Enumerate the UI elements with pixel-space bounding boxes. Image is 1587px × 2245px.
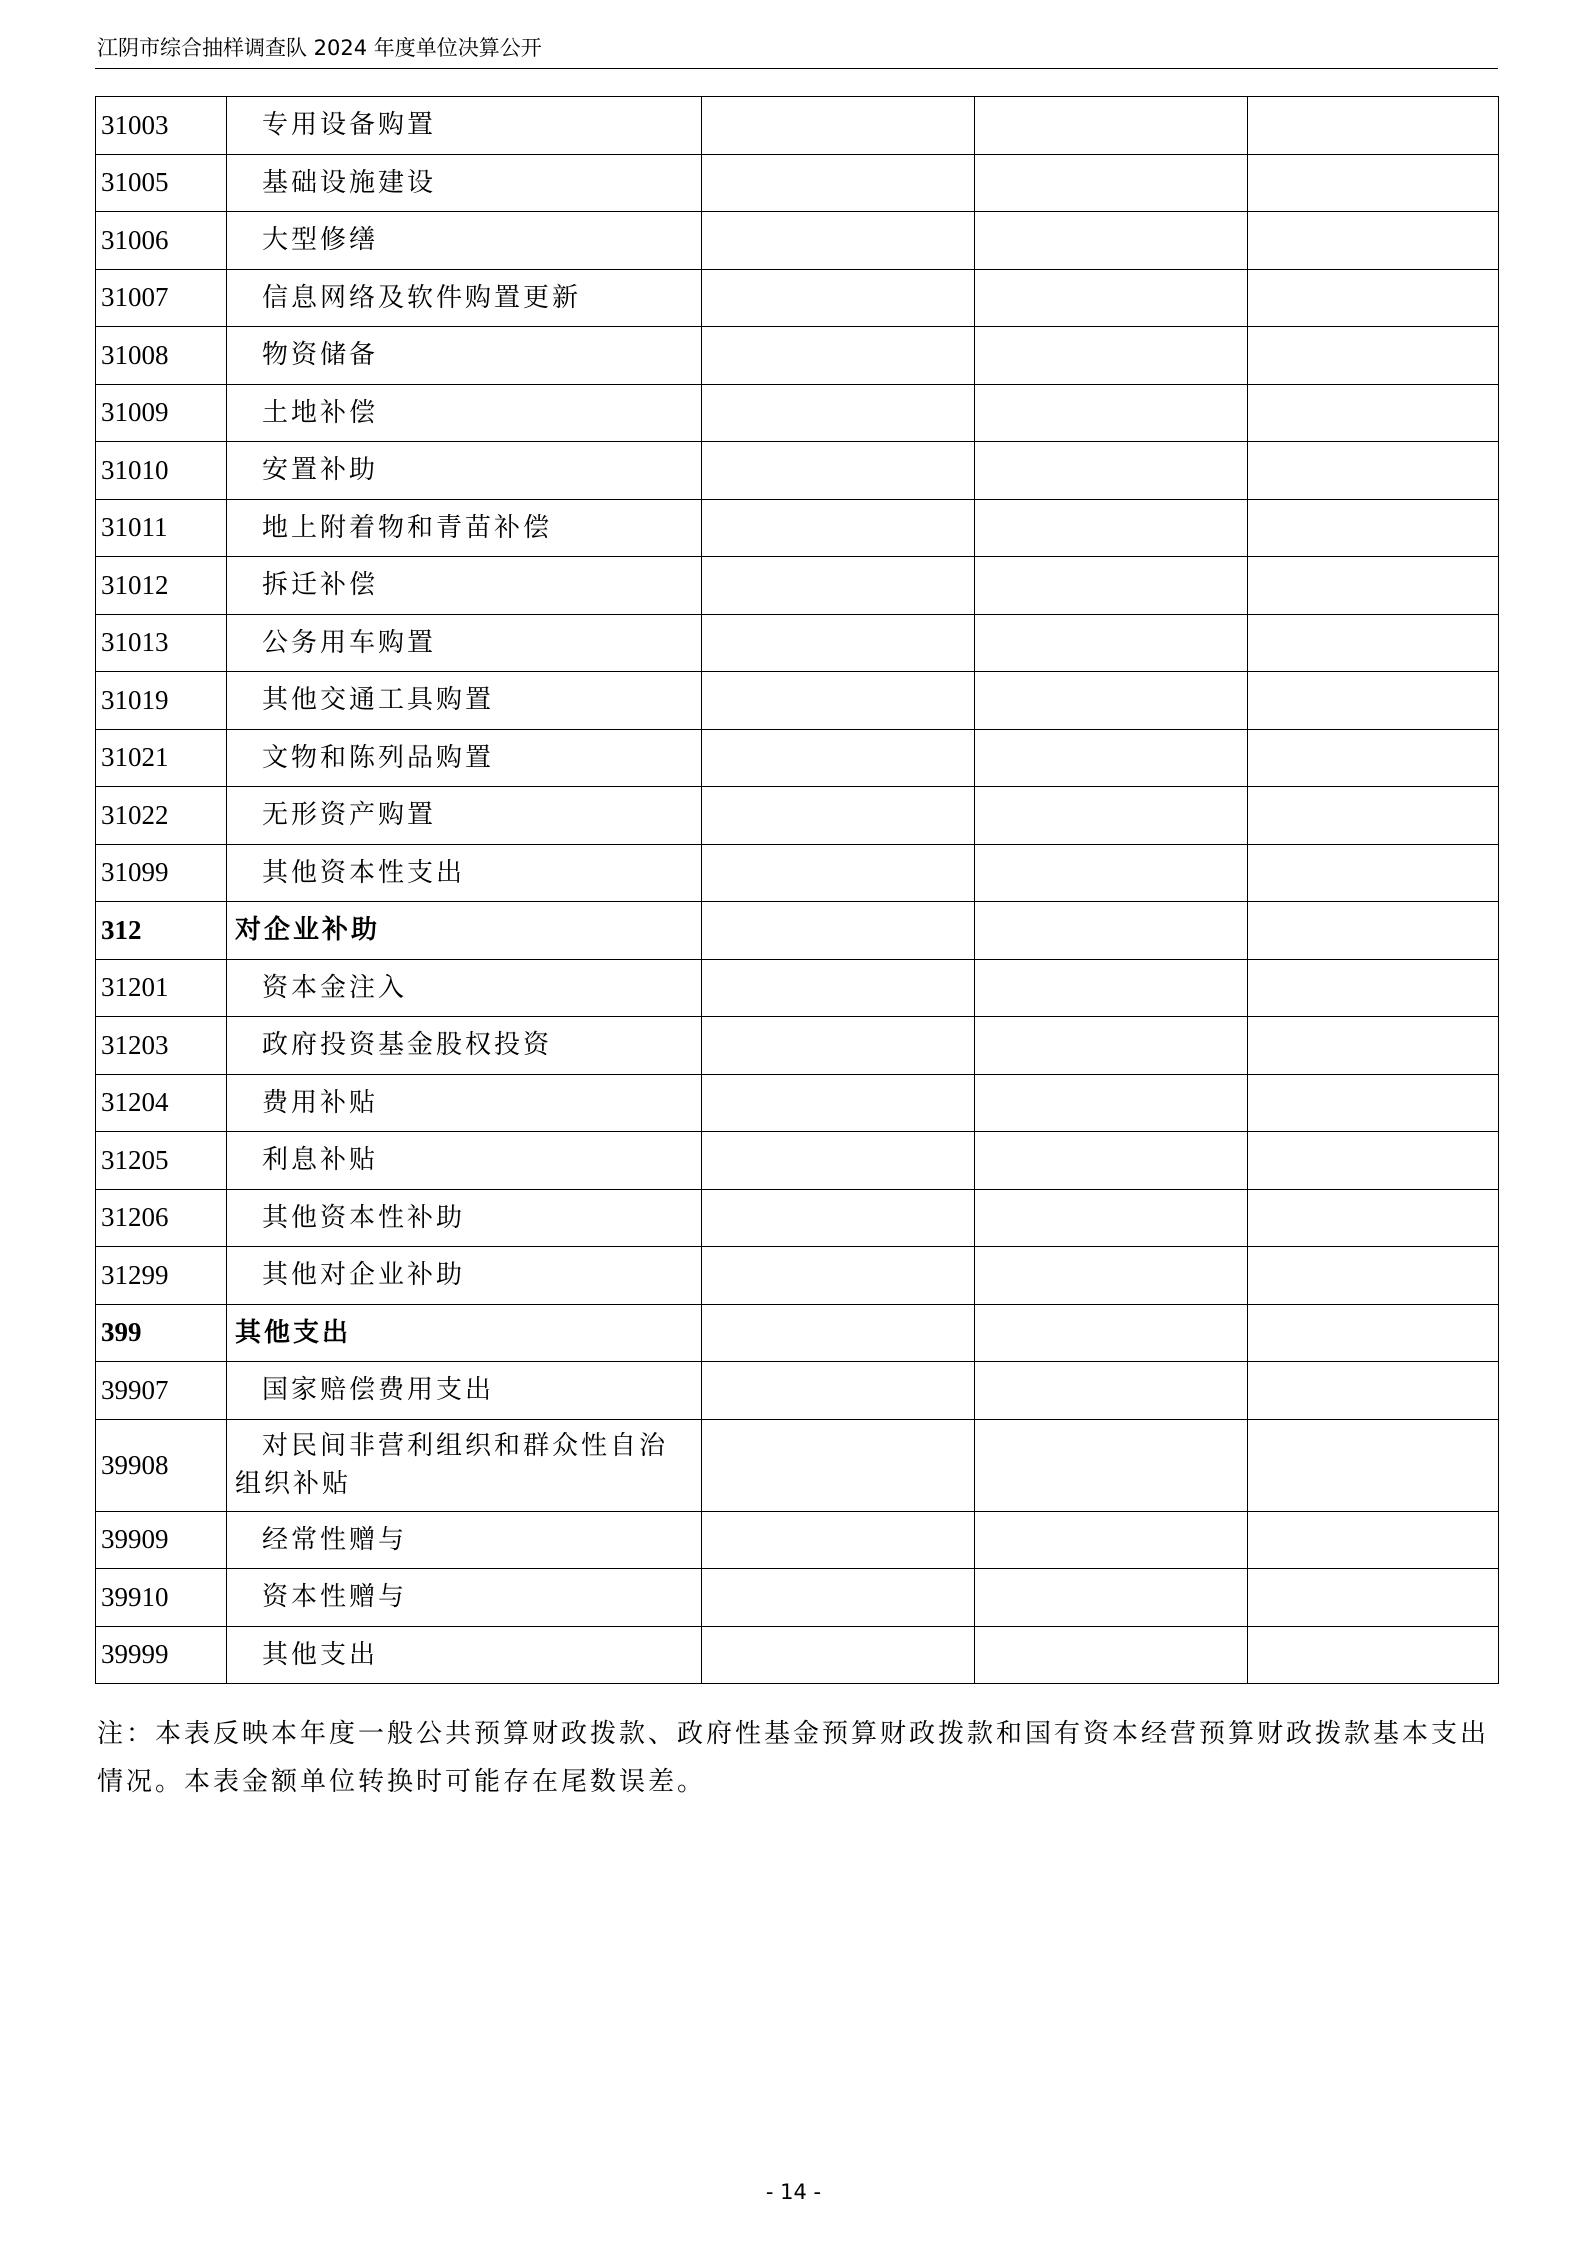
table-row (96, 499, 1499, 557)
amount-cell (702, 1362, 975, 1420)
table-row (96, 212, 1499, 270)
amount-cell (1248, 212, 1499, 270)
amount-cell (1248, 787, 1499, 845)
category-code-cell: 399 (96, 1304, 227, 1362)
amount-cell (1248, 1511, 1499, 1569)
item-name-cell: 公务用车购置 (227, 614, 702, 672)
amount-cell (702, 844, 975, 902)
amount-cell (975, 384, 1248, 442)
amount-cell (702, 1017, 975, 1075)
item-name-cell: 信息网络及软件购置更新 (227, 269, 702, 327)
table-row (96, 97, 1499, 155)
amount-cell (975, 1017, 1248, 1075)
item-name-cell: 拆迁补偿 (227, 557, 702, 615)
item-name-cell: 土地补偿 (227, 384, 702, 442)
table-row (96, 1569, 1499, 1627)
amount-cell (1248, 269, 1499, 327)
economic-code-cell: 39909 (96, 1511, 227, 1569)
amount-cell (975, 97, 1248, 155)
item-name-cell: 国家赔偿费用支出 (227, 1362, 702, 1420)
amount-cell (702, 212, 975, 270)
amount-cell (975, 1189, 1248, 1247)
amount-cell (1248, 1074, 1499, 1132)
item-name-line-1: 对民间非营利组织和群众性自治 (262, 1431, 669, 1461)
amount-cell (975, 1304, 1248, 1362)
amount-cell (702, 1304, 975, 1362)
amount-cell (1248, 614, 1499, 672)
item-name-cell: 专用设备购置 (227, 97, 702, 155)
economic-code-cell: 31021 (96, 729, 227, 787)
table-row (96, 154, 1499, 212)
economic-code-cell: 31009 (96, 384, 227, 442)
amount-cell (975, 212, 1248, 270)
amount-cell (702, 1247, 975, 1305)
table-row (96, 844, 1499, 902)
item-name-cell: 其他对企业补助 (227, 1247, 702, 1305)
amount-cell (975, 1569, 1248, 1627)
amount-cell (702, 1419, 975, 1511)
amount-cell (702, 499, 975, 557)
amount-cell (975, 269, 1248, 327)
category-row (96, 1304, 1499, 1362)
economic-code-cell: 31005 (96, 154, 227, 212)
economic-code-cell: 31204 (96, 1074, 227, 1132)
economic-code-cell: 31022 (96, 787, 227, 845)
amount-cell (1248, 97, 1499, 155)
economic-code-cell: 31099 (96, 844, 227, 902)
table-row (96, 557, 1499, 615)
item-name-cell: 经常性赠与 (227, 1511, 702, 1569)
item-name-cell: 其他资本性支出 (227, 844, 702, 902)
amount-cell (702, 787, 975, 845)
amount-cell (702, 672, 975, 730)
amount-cell (1248, 1247, 1499, 1305)
category-name-cell: 对企业补助 (227, 902, 702, 960)
item-name-cell: 资本性赠与 (227, 1569, 702, 1627)
economic-code-cell: 31007 (96, 269, 227, 327)
economic-code-cell: 31008 (96, 327, 227, 385)
amount-cell (702, 97, 975, 155)
item-name-cell: 其他资本性补助 (227, 1189, 702, 1247)
amount-cell (1248, 902, 1499, 960)
table-row (96, 1132, 1499, 1190)
economic-code-cell: 39908 (96, 1419, 227, 1511)
amount-cell (1248, 499, 1499, 557)
amount-cell (1248, 557, 1499, 615)
table-row (96, 959, 1499, 1017)
table-row (96, 1017, 1499, 1075)
amount-cell (975, 844, 1248, 902)
category-row (96, 902, 1499, 960)
economic-code-cell: 31299 (96, 1247, 227, 1305)
economic-code-cell: 31019 (96, 672, 227, 730)
item-name-cell: 物资储备 (227, 327, 702, 385)
amount-cell (975, 442, 1248, 500)
amount-cell (702, 614, 975, 672)
amount-cell (702, 1074, 975, 1132)
amount-cell (702, 384, 975, 442)
item-name-cell: 其他支出 (227, 1626, 702, 1684)
amount-cell (1248, 1362, 1499, 1420)
amount-cell (975, 672, 1248, 730)
economic-code-cell: 31206 (96, 1189, 227, 1247)
item-name-cell (227, 1419, 702, 1511)
amount-cell (1248, 1304, 1499, 1362)
table-row (96, 1189, 1499, 1247)
amount-cell (702, 154, 975, 212)
item-name-line-2: 组织补贴 (235, 1469, 352, 1499)
item-name-cell: 资本金注入 (227, 959, 702, 1017)
amount-cell (702, 1569, 975, 1627)
amount-cell (975, 1074, 1248, 1132)
amount-cell (1248, 1189, 1499, 1247)
expenditure-table (95, 96, 1499, 1684)
amount-cell (1248, 1132, 1499, 1190)
table-row (96, 672, 1499, 730)
economic-code-cell: 31010 (96, 442, 227, 500)
amount-cell (975, 729, 1248, 787)
table-row (96, 1247, 1499, 1305)
item-name-cell: 利息补贴 (227, 1132, 702, 1190)
amount-cell (1248, 1569, 1499, 1627)
item-name-cell: 文物和陈列品购置 (227, 729, 702, 787)
item-name-cell: 无形资产购置 (227, 787, 702, 845)
amount-cell (975, 959, 1248, 1017)
amount-cell (975, 1132, 1248, 1190)
item-name-cell: 安置补助 (227, 442, 702, 500)
table-row (96, 729, 1499, 787)
amount-cell (702, 1189, 975, 1247)
table-row (96, 442, 1499, 500)
amount-cell (975, 1419, 1248, 1511)
item-name-cell: 其他交通工具购置 (227, 672, 702, 730)
amount-cell (1248, 1626, 1499, 1684)
economic-code-cell: 39999 (96, 1626, 227, 1684)
amount-cell (702, 959, 975, 1017)
item-name-cell: 费用补贴 (227, 1074, 702, 1132)
table-footnote: 注：本表反映本年度一般公共预算财政拨款、政府性基金预算财政拨款和国有资本经营预算财政拨款基本支出情况。本表金额单位转换时可能存在尾数误差。 (97, 1719, 1490, 1797)
amount-cell (975, 499, 1248, 557)
amount-cell (1248, 1419, 1499, 1511)
table-row (96, 787, 1499, 845)
amount-cell (975, 902, 1248, 960)
page-header-title: 江阴市综合抽样调查队 2024 年度单位决算公开 (97, 36, 542, 60)
table-row (96, 1511, 1499, 1569)
amount-cell (702, 557, 975, 615)
item-name-cell: 大型修缮 (227, 212, 702, 270)
item-name-cell: 基础设施建设 (227, 154, 702, 212)
amount-cell (702, 729, 975, 787)
item-name-cell: 地上附着物和青苗补偿 (227, 499, 702, 557)
table-row (96, 614, 1499, 672)
amount-cell (975, 1362, 1248, 1420)
amount-cell (975, 557, 1248, 615)
item-name-cell: 政府投资基金股权投资 (227, 1017, 702, 1075)
amount-cell (702, 442, 975, 500)
amount-cell (1248, 672, 1499, 730)
economic-code-cell: 39907 (96, 1362, 227, 1420)
amount-cell (702, 1626, 975, 1684)
amount-cell (975, 1626, 1248, 1684)
amount-cell (1248, 384, 1499, 442)
amount-cell (1248, 844, 1499, 902)
amount-cell (702, 1511, 975, 1569)
amount-cell (702, 1132, 975, 1190)
table-row (96, 384, 1499, 442)
amount-cell (975, 1247, 1248, 1305)
header-divider (95, 68, 1498, 69)
amount-cell (1248, 442, 1499, 500)
category-name-cell: 其他支出 (227, 1304, 702, 1362)
page-number: - 14 - (765, 2180, 822, 2204)
amount-cell (702, 327, 975, 385)
economic-code-cell: 31003 (96, 97, 227, 155)
amount-cell (1248, 959, 1499, 1017)
amount-cell (702, 269, 975, 327)
economic-code-cell: 31013 (96, 614, 227, 672)
table-row (96, 1626, 1499, 1684)
amount-cell (702, 902, 975, 960)
table-row (96, 327, 1499, 385)
amount-cell (1248, 327, 1499, 385)
amount-cell (975, 614, 1248, 672)
table-row (96, 1074, 1499, 1132)
amount-cell (1248, 1017, 1499, 1075)
table-row (96, 1362, 1499, 1420)
amount-cell (975, 1511, 1248, 1569)
economic-code-cell: 31006 (96, 212, 227, 270)
amount-cell (1248, 729, 1499, 787)
economic-code-cell: 31012 (96, 557, 227, 615)
amount-cell (975, 787, 1248, 845)
amount-cell (975, 154, 1248, 212)
amount-cell (975, 327, 1248, 385)
category-code-cell: 312 (96, 902, 227, 960)
economic-code-cell: 31203 (96, 1017, 227, 1075)
table-row (96, 1419, 1499, 1511)
economic-code-cell: 31011 (96, 499, 227, 557)
economic-code-cell: 39910 (96, 1569, 227, 1627)
table-row (96, 269, 1499, 327)
amount-cell (1248, 154, 1499, 212)
economic-code-cell: 31201 (96, 959, 227, 1017)
economic-code-cell: 31205 (96, 1132, 227, 1190)
